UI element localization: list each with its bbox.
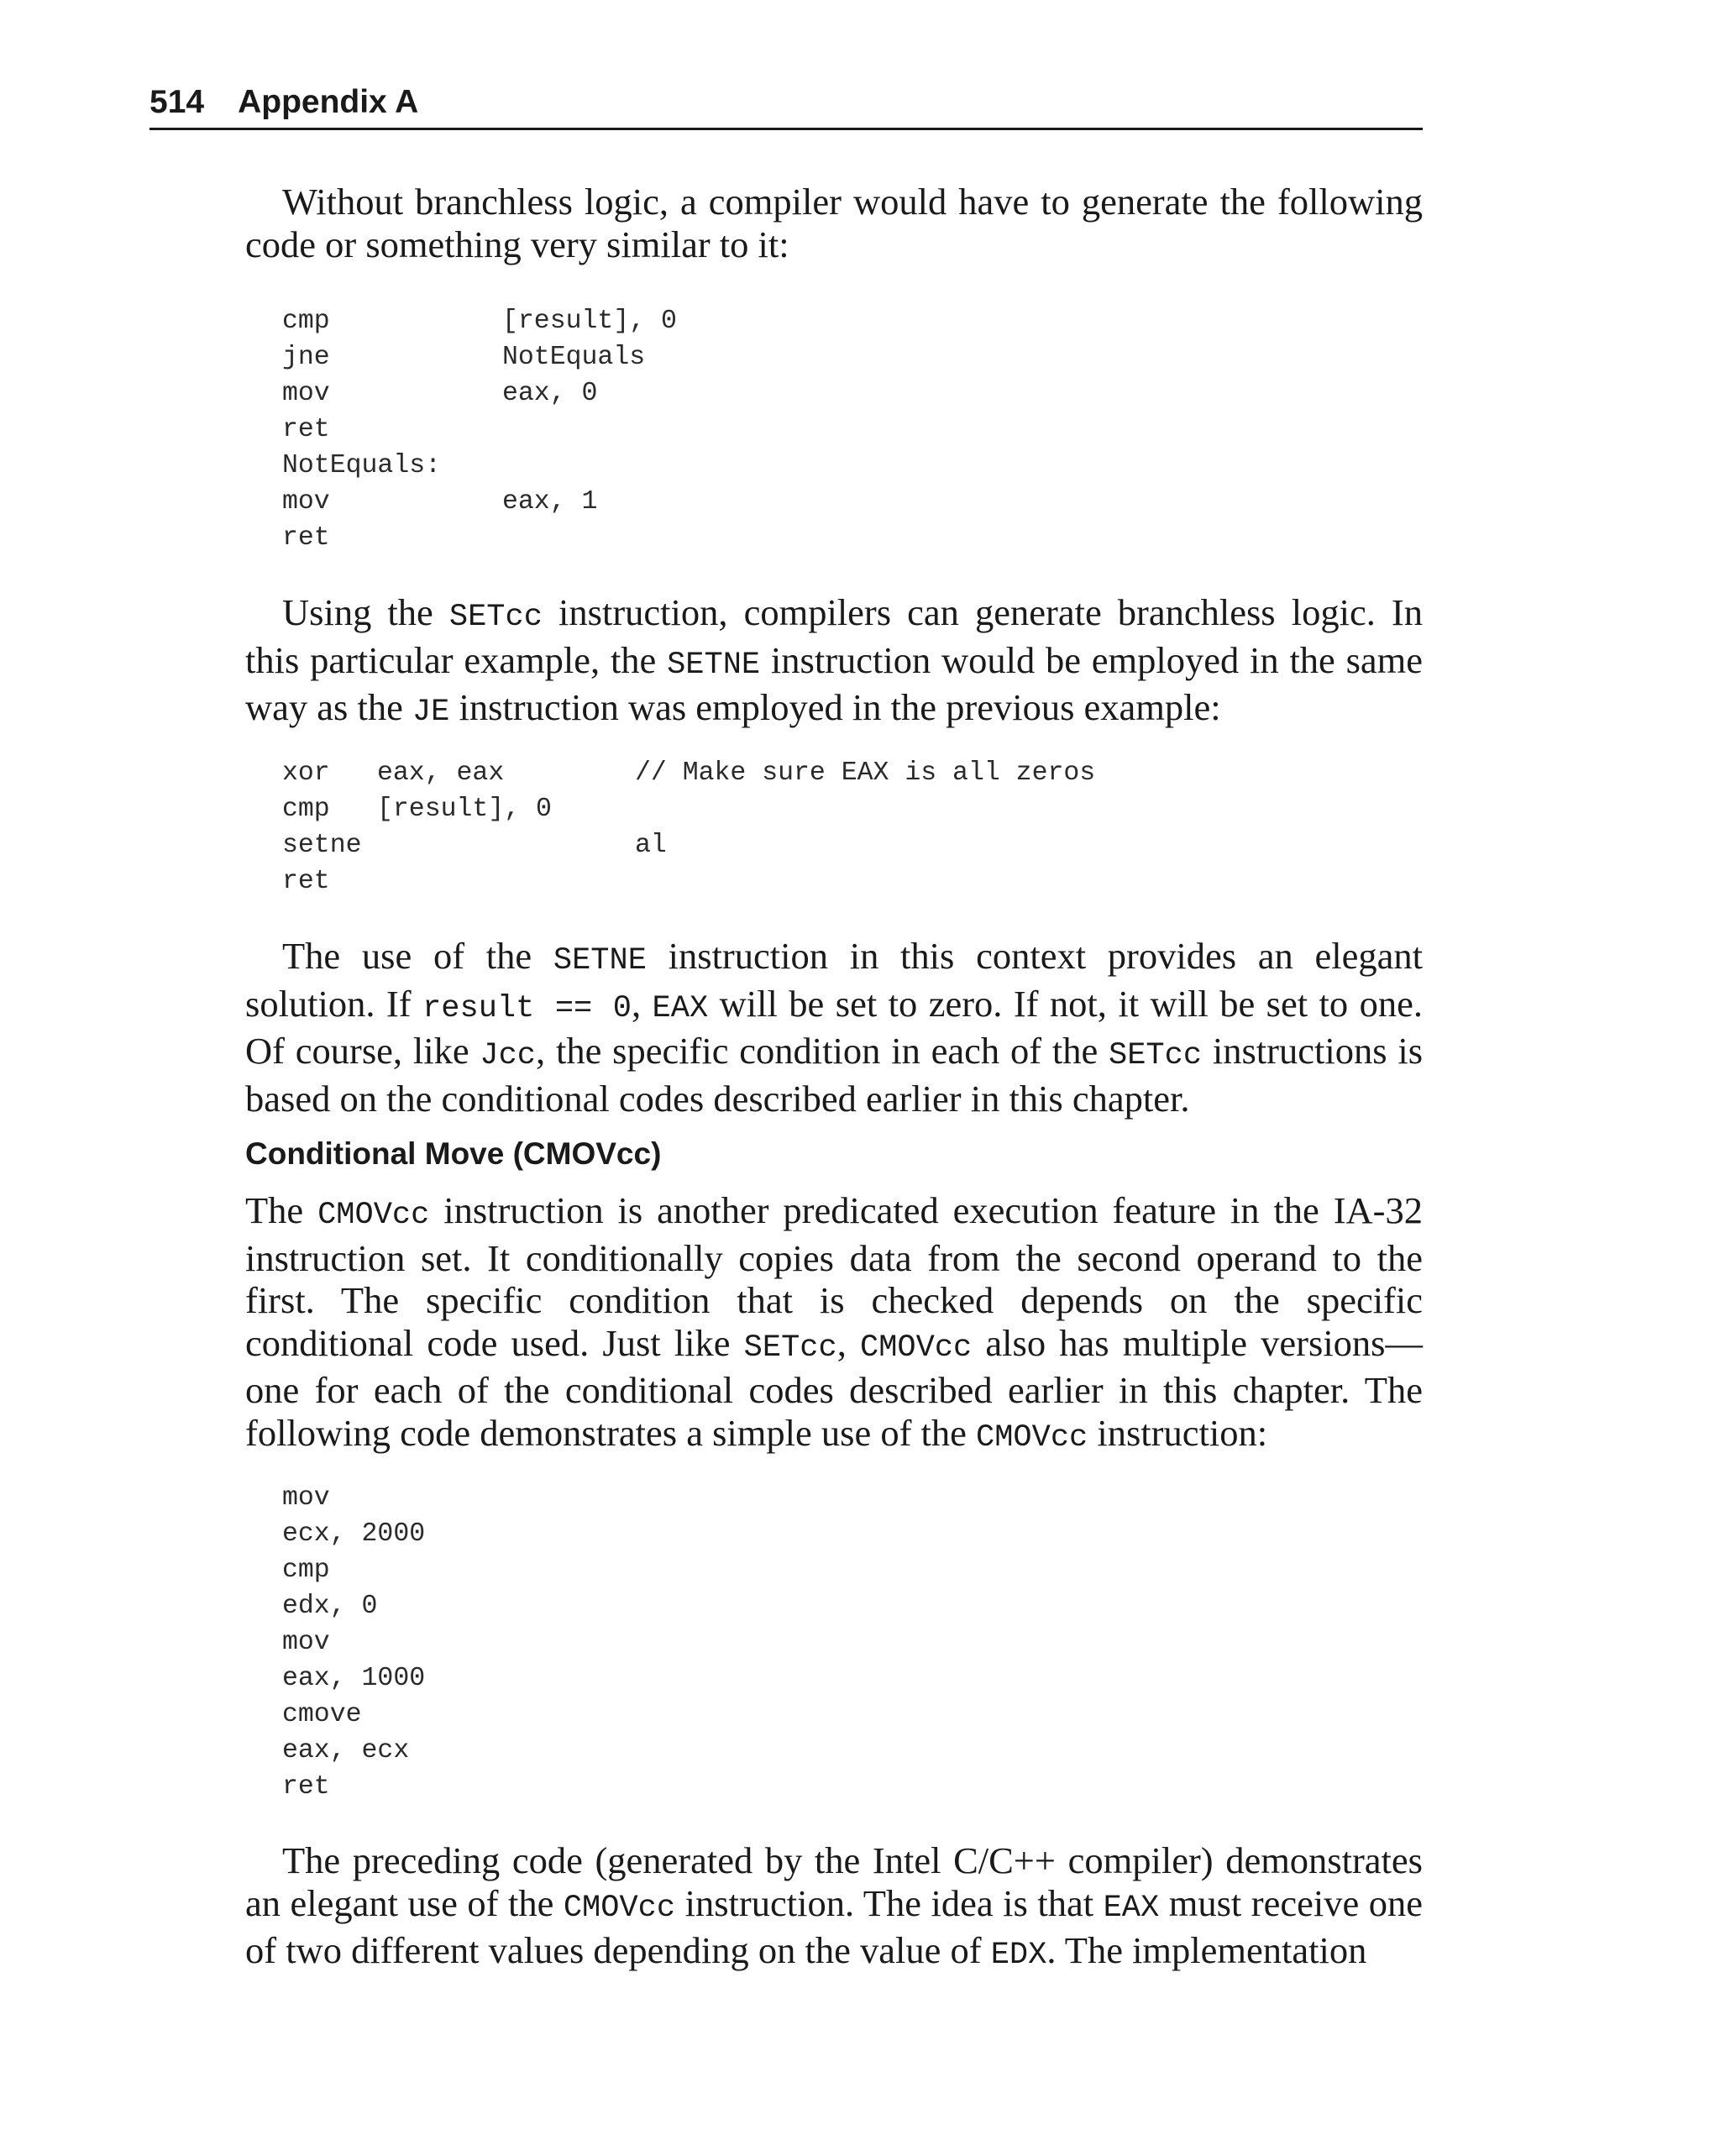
inline-code: CMOVcc (860, 1330, 973, 1366)
paragraph-cmov-explained (245, 1839, 1423, 1977)
inline-code: CMOVcc (317, 1198, 430, 1233)
code-op: cmp (282, 795, 330, 824)
paragraph-setcc (245, 591, 1423, 734)
inline-code: SETcc (448, 600, 543, 635)
text: , (836, 1321, 860, 1364)
text: instruction, compilers can generate branchless logic. In this particular example, the (245, 591, 1423, 681)
running-header (149, 81, 1423, 130)
text: instructions is based on the conditional codes described earlier in this chapter. (245, 1030, 1424, 1120)
paragraph-cmovcc (245, 1189, 1423, 1459)
text: instruction in this context provides an elegant solution. If (245, 935, 1423, 1025)
code-line: ecx, 2000 (282, 1519, 426, 1549)
inline-code: EAX (1103, 1890, 1160, 1926)
inline-code: result == 0 (422, 990, 632, 1026)
code-arg: eax, eax (377, 758, 505, 788)
code-comment: // Make sure EAX is all zeros (635, 758, 1096, 788)
code-op: mov (282, 379, 330, 408)
text: , (631, 982, 653, 1025)
code-op: setne (282, 831, 362, 860)
code-arg: [result], 0 (502, 307, 677, 336)
inline-code: SETNE (667, 647, 761, 683)
code-arg: eax, 0 (502, 379, 598, 408)
text: . The implementation (1046, 1929, 1367, 1971)
text: must receive one of two different values depending on the value of (245, 1881, 1423, 1971)
text: instruction is another predicated execution feature in the IA-32 instruction set. It conditionally copies data from the second operand to the first. The specific condition that is checked depends on the specific conditional code used. Just like (245, 1189, 1423, 1364)
page-number: 514 (149, 84, 205, 120)
text: The (245, 1189, 318, 1231)
inline-code: Jcc (480, 1038, 537, 1073)
code-line: edx, 0 (282, 1592, 378, 1621)
code-op: cmp (282, 307, 330, 336)
inline-code: SETcc (743, 1330, 837, 1366)
inline-code: SETNE (553, 943, 647, 978)
text: The preceding code (generated by the Intel C/C++ compiler) demonstrates an elegant use of the (245, 1839, 1423, 1924)
code-line: mov (282, 1483, 330, 1513)
inline-code: EAX (652, 990, 709, 1026)
paragraph-intro: Without branchless logic, a compiler would have to generate the following code or something very similar to it: (245, 181, 1423, 265)
inline-code: JE (412, 695, 450, 730)
text: also has multiple versions—one for each of the conditional codes described earlier in this chapter. The following code demonstrates a simple use of the (245, 1321, 1424, 1454)
code-op: mov (282, 487, 330, 517)
code-line: cmp (282, 1555, 330, 1585)
text: The use of the (282, 935, 553, 977)
text: instruction. The idea is that (675, 1881, 1104, 1924)
code-line: mov (282, 1628, 330, 1657)
text: instruction would be employed in the same way as the (245, 638, 1424, 728)
code-op: ret (282, 523, 330, 553)
text: will be set to zero. If not, it will be set to one. Of course, like (245, 982, 1423, 1072)
paragraph-setne-explained (245, 935, 1423, 1120)
chapter-title: Appendix A (238, 84, 419, 120)
inline-code: SETcc (1109, 1038, 1203, 1073)
code-line: ret (282, 1772, 330, 1802)
text: , the specific condition in each of the (536, 1030, 1109, 1072)
code-op: ret (282, 415, 330, 444)
text: instruction was employed in the previous example: (449, 686, 1221, 728)
code-arg: [result], 0 (377, 795, 552, 824)
code-op: xor (282, 758, 330, 788)
code-op: jne (282, 343, 330, 372)
code-line: eax, ecx (282, 1736, 410, 1765)
code-label: NotEquals: (282, 451, 442, 480)
code-arg: NotEquals (502, 343, 646, 372)
text: Using the (282, 591, 449, 633)
code-op: ret (282, 867, 330, 896)
inline-code: EDX (990, 1938, 1047, 1973)
section-heading: Conditional Move (CMOVcc) (245, 1136, 662, 1171)
code-line: cmove (282, 1700, 362, 1729)
code-line: eax, 1000 (282, 1664, 426, 1693)
code-arg: al (635, 831, 667, 860)
text: instruction: (1088, 1411, 1268, 1454)
code-arg: eax, 1 (502, 487, 598, 517)
inline-code: CMOVcc (563, 1890, 676, 1926)
inline-code: CMOVcc (976, 1419, 1088, 1456)
